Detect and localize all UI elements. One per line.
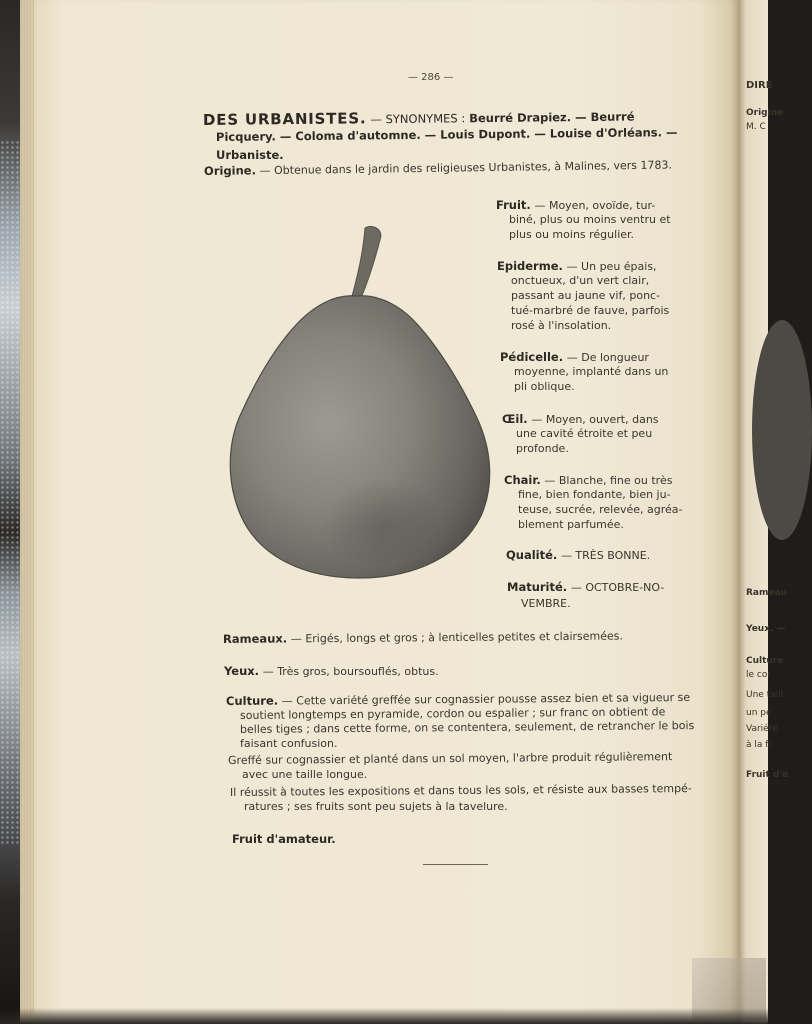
epiderme-text: rosé à l'insolation. [511,319,612,332]
facing-page-text: à la fr [746,740,773,750]
maturite-text: VEMBRE. [521,597,571,610]
facing-page-text: Fruit d'e [746,770,789,780]
rameaux-text: — Erigés, longs et gros ; à lenticelles petites et clairsemées. [290,629,624,646]
culture-text: — Cette variété greffée sur cognassier pousse assez bien et sa vigueur se [281,690,691,708]
fruit-text: — Moyen, ovoïde, tur- [534,199,656,212]
synonym: Beurré Drapiez. [469,110,572,126]
culture-text: ratures ; ses fruits sont peu sujets à la tavelure. [244,800,508,813]
qualite-text: — TRÈS BONNE. [560,549,651,562]
chair-text: fine, bien fondante, bien ju- [518,488,671,501]
oeil-text: une cavité étroite et peu [516,427,653,440]
synonyms-line: Urbaniste. [216,148,284,162]
pedicelle-text: moyenne, implanté dans un [514,365,669,378]
culture-text: belles tiges ; dans cette forme, on se contentera, seulement, de retrancher le bois [239,719,695,736]
oeil-text: — Moyen, ouvert, dans [531,413,659,426]
yeux-text: — Très gros, boursouflés, obtus. [262,665,439,678]
facing-page-text: DIRE [746,80,773,91]
facing-page-text: Rameau [746,588,787,598]
synonym: — Beurré [574,109,635,125]
oeil-text: profonde. [516,442,569,455]
epiderme-text: — Un peu épais, [566,260,657,273]
pedicelle-line [500,350,649,364]
variety-title: DES URBANISTES. [202,109,367,129]
pedicelle-label: Pédicelle. [500,350,564,364]
culture-text: avec une taille longue. [242,768,368,781]
culture-text: Greffé sur cognassier et planté dans un sol moyen, l'arbre produit régulièrement [227,750,673,767]
pear-shadow [285,422,465,562]
synonyms-label: SYNONYMES : [385,111,466,127]
pear-illustration [225,222,493,584]
origine-label: Origine. [203,163,257,178]
fruit-text: plus ou moins régulier. [509,228,635,241]
page-edges [20,0,34,1024]
facing-page-text: Une taill [746,690,784,700]
pear-stem [351,226,381,300]
maturite-label: Maturité. [507,580,568,594]
epiderme-text: passant au jaune vif, ponc- [511,289,661,302]
oeil-label: Œil. [502,412,528,426]
fruit-text: biné, plus ou moins ventru et [509,213,671,226]
chair-text: blement parfumée. [518,518,624,531]
pedicelle-text: pli oblique. [514,380,575,393]
fruit-label: Fruit. [496,198,531,212]
facing-page-text: M. C [746,122,766,132]
facing-page-text: Origine [746,108,784,118]
qualite-label: Qualité. [506,548,558,562]
epiderme-label: Epiderme. [497,259,563,273]
origine-text: — Obtenue dans le jardin des religieuses Urbanistes, à Malines, vers 1783. [259,158,673,178]
oeil-line [502,412,659,426]
chair-label: Chair. [504,473,541,487]
chair-text: — Blanche, fine ou très [544,474,673,487]
facing-page-text: un pe [746,708,772,718]
yeux-label: Yeux. [224,664,260,678]
synonyms-line: Picquery. — Coloma d'automne. — Louis Dupont. — Louise d'Orléans. — [215,125,678,144]
footer-note: Fruit d'amateur. [232,832,336,846]
chair-text: teuse, sucrée, relevée, agréa- [518,503,683,516]
epiderme-text: tué-marbré de fauve, parfois [511,304,670,317]
facing-page-pear [752,320,812,540]
bottom-shadow [0,1008,768,1024]
yeux-line [224,664,439,678]
dash: — [370,112,386,127]
facing-page-text: Culture [746,656,784,666]
culture-text: Il réussit à toutes les expositions et dans tous les sols, et résiste aux basses tempé- [229,781,692,799]
maturite-text: — OCTOBRE-NO- [570,581,665,594]
fruit-line [496,198,655,212]
maturite-line [507,580,664,594]
page-number: — 286 — [408,72,454,83]
end-rule [423,864,488,865]
qualite-line [506,548,650,562]
epiderme-line [497,259,657,273]
culture-text: soutient longtemps en pyramide, cordon ou espalier ; sur franc on obtient de [239,705,666,722]
facing-page-text: Variété [746,724,778,734]
chair-line [504,473,672,487]
facing-page-text: Yeux. — [746,624,786,634]
epiderme-text: onctueux, d'un vert clair, [511,274,650,287]
culture-text: faisant confusion. [240,737,338,750]
pedicelle-text: — De longueur [566,351,649,364]
rameaux-label: Rameaux. [222,631,288,646]
facing-page [740,0,789,1024]
culture-label: Culture. [225,693,279,708]
facing-page-text: le cor [746,670,772,680]
